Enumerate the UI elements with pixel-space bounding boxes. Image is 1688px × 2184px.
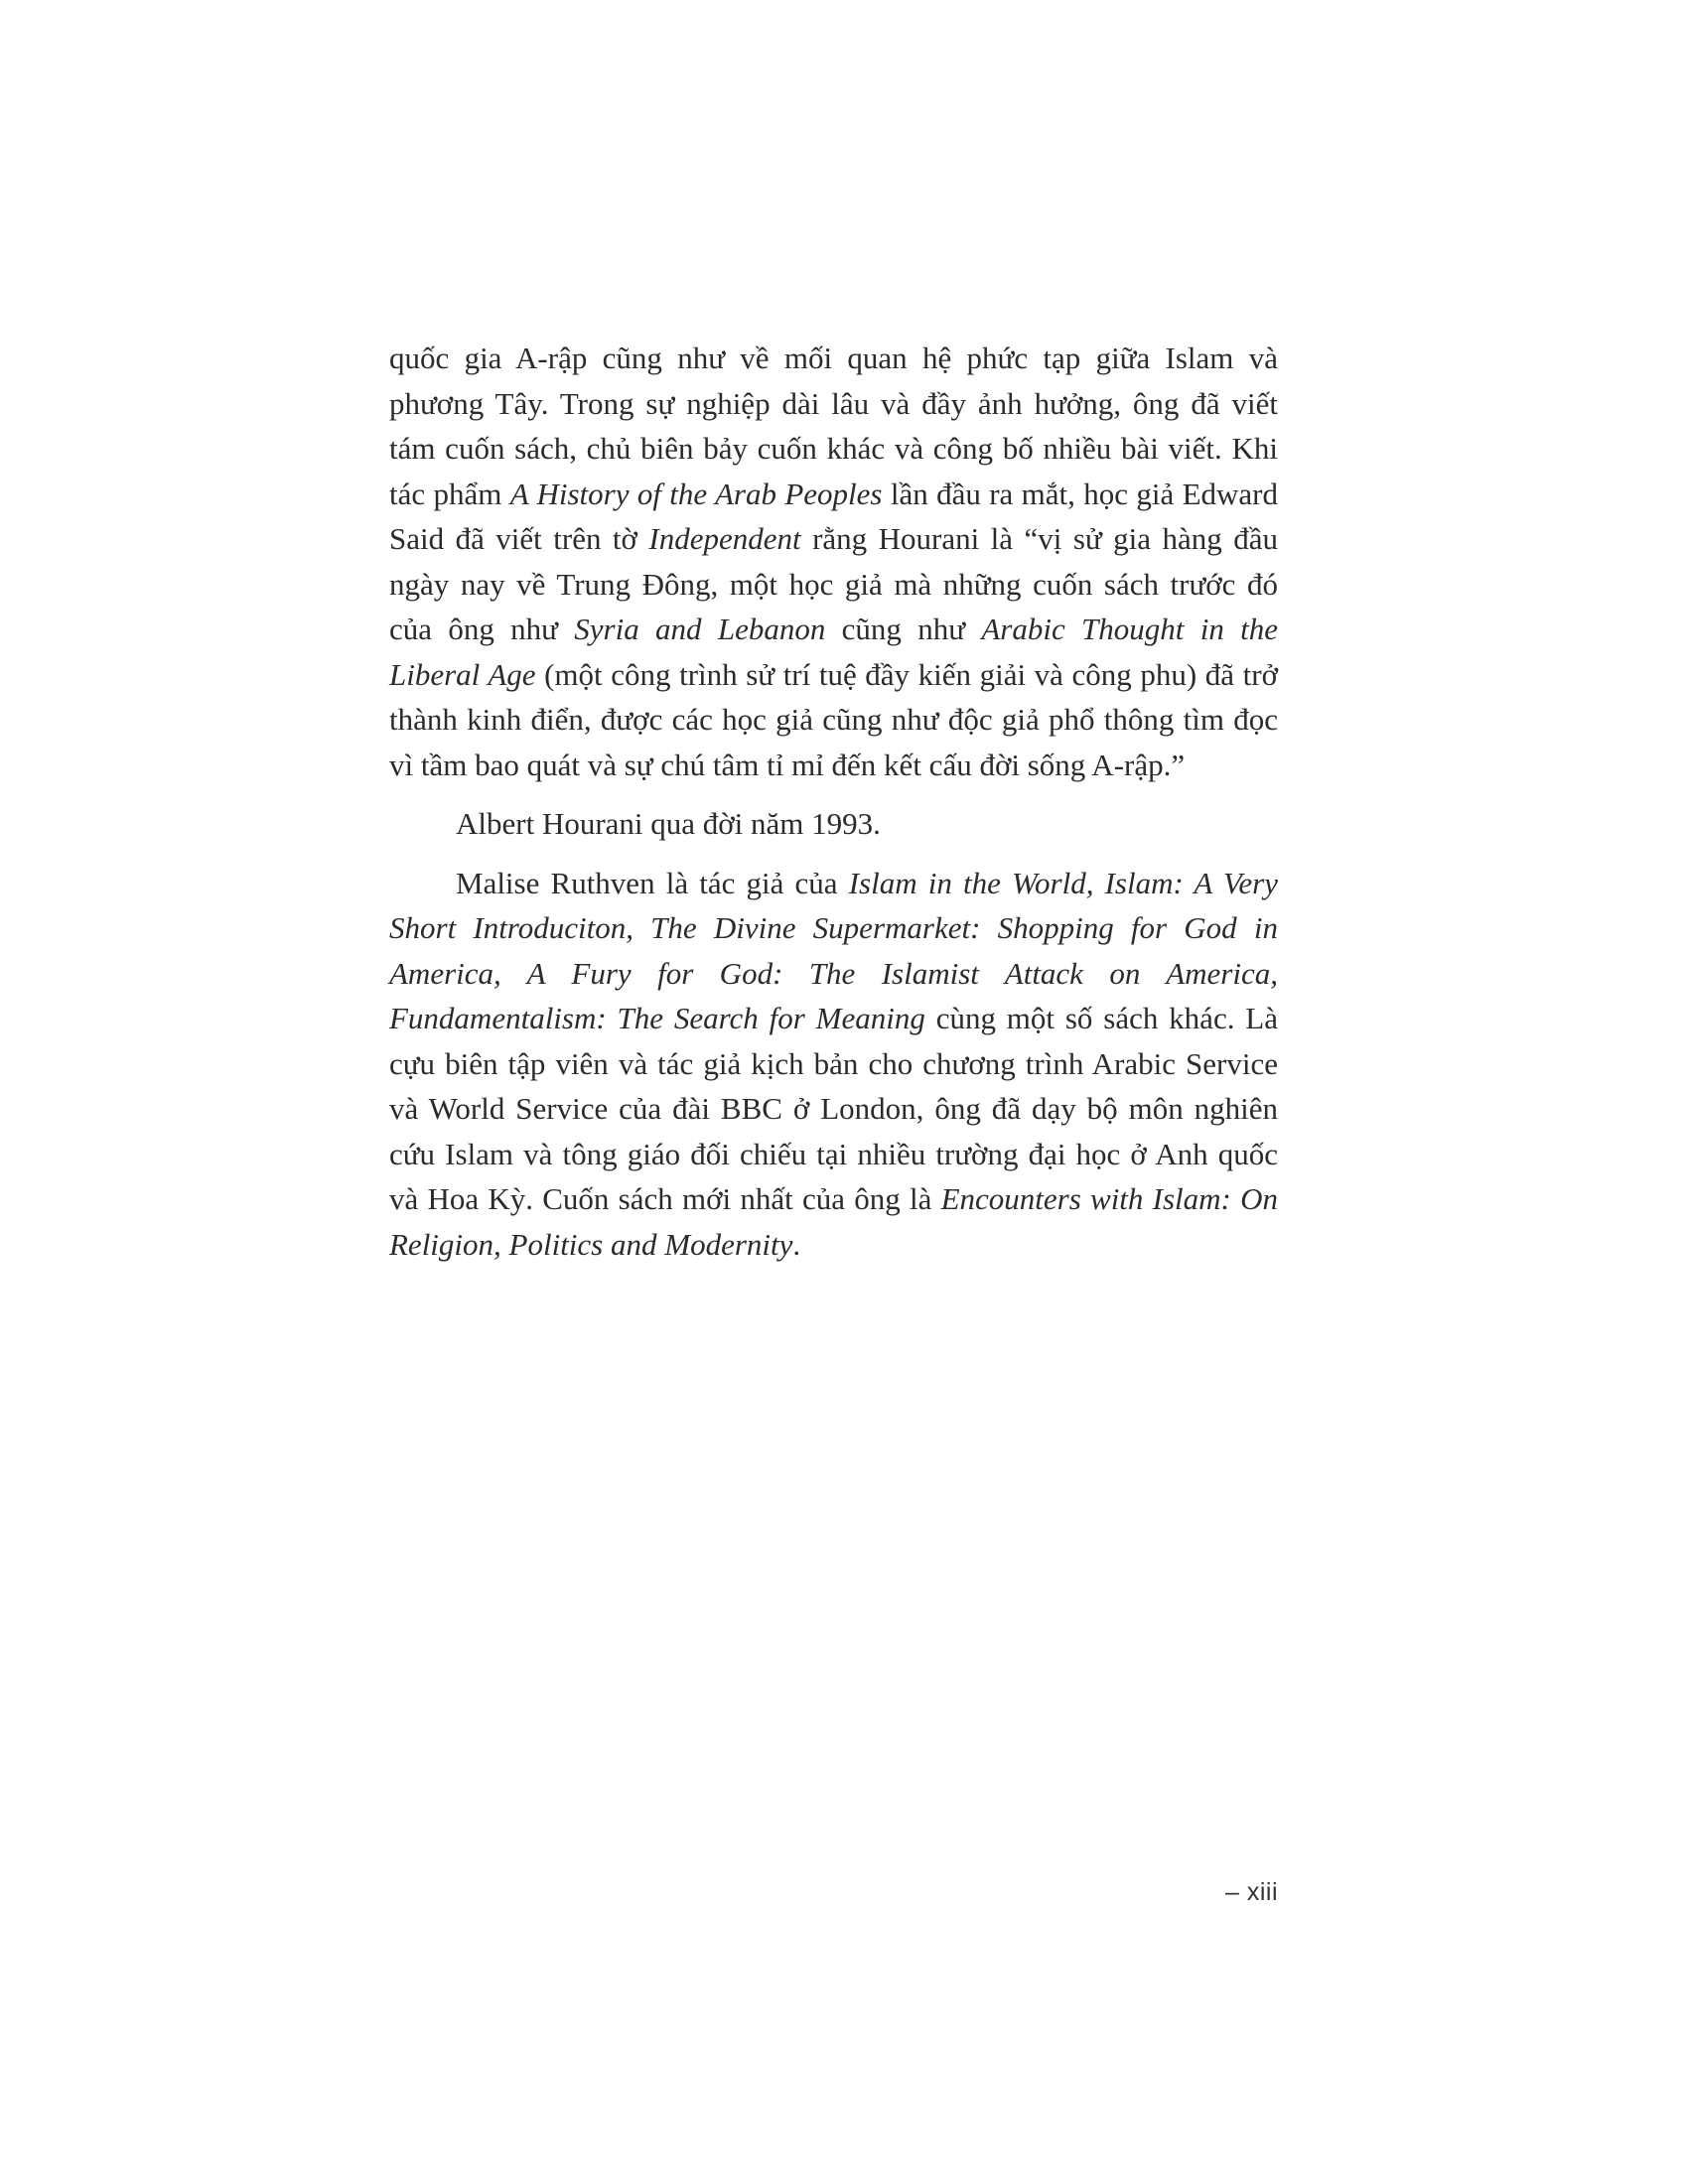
book-title: A History of the Arab Peoples [509, 476, 883, 511]
text-segment: Albert Hourani qua đời năm 1993. [456, 806, 881, 841]
text-segment: lần đầu ra mắt, học giả Edward Said đã viết trên tờ [389, 476, 1278, 556]
paragraph-ruthven-bio [389, 861, 1278, 1268]
text-segment: (một công trình sử trí tuệ đầy kiến giải và công phu) đã trở thành kinh điển, được các học giả cũng như độc giả phổ thông tìm đọc vì tầm bao quát và sự chú tâm tỉ mỉ đến kết cấu đời sống A-rập.” [389, 656, 1278, 782]
book-titles-list: Islam in the World, Islam: A Very Short Introduciton, The Divine Supermarket: Shopping for God in America, A Fury for God: The Islamist Attack on America, Fundamentalism: The Search for Meaning [389, 865, 1278, 1035]
body-text [389, 336, 1278, 1267]
text-segment: quốc gia A-rập cũng như về mối quan hệ phức tạp giữa Islam và phương Tây. Trong sự nghiệp dài lâu và đầy ảnh hưởng, ông đã viết tám cuốn sách, chủ biên bảy cuốn khác và công bố nhiều bài viết. Khi tác phẩm [389, 341, 1278, 511]
paragraph-hourani-death [389, 801, 1278, 847]
text-segment: . [792, 1226, 801, 1262]
text-segment: Malise Ruthven là tác giả của [456, 865, 849, 900]
book-title: Encounters with Islam: On Religion, Politics and Modernity [389, 1181, 1278, 1262]
book-title: Syria and Lebanon [574, 612, 826, 646]
page-number: – xiii [1224, 1878, 1278, 1906]
text-segment: cùng một số sách khác. Là cựu biên tập viên và tác giả kịch bản cho chương trình Arabic Service và World Service của đài BBC ở London, ông đã dạy bộ môn nghiên cứu Islam và tông giáo đối chiếu tại nhiều trường đại học ở Anh quốc và Hoa Kỳ. Cuốn sách mới nhất của ông là [389, 1001, 1278, 1216]
text-segment: cũng như [825, 612, 982, 646]
text-segment: rằng Hourani là “vị sử gia hàng đầu ngày nay về Trung Đông, một học giả mà những cuốn sách trước đó của ông như [389, 521, 1278, 646]
paragraph-hourani-career [389, 336, 1278, 787]
newspaper-title: Independent [648, 521, 801, 556]
book-title: Arabic Thought in the Liberal Age [389, 612, 1279, 692]
